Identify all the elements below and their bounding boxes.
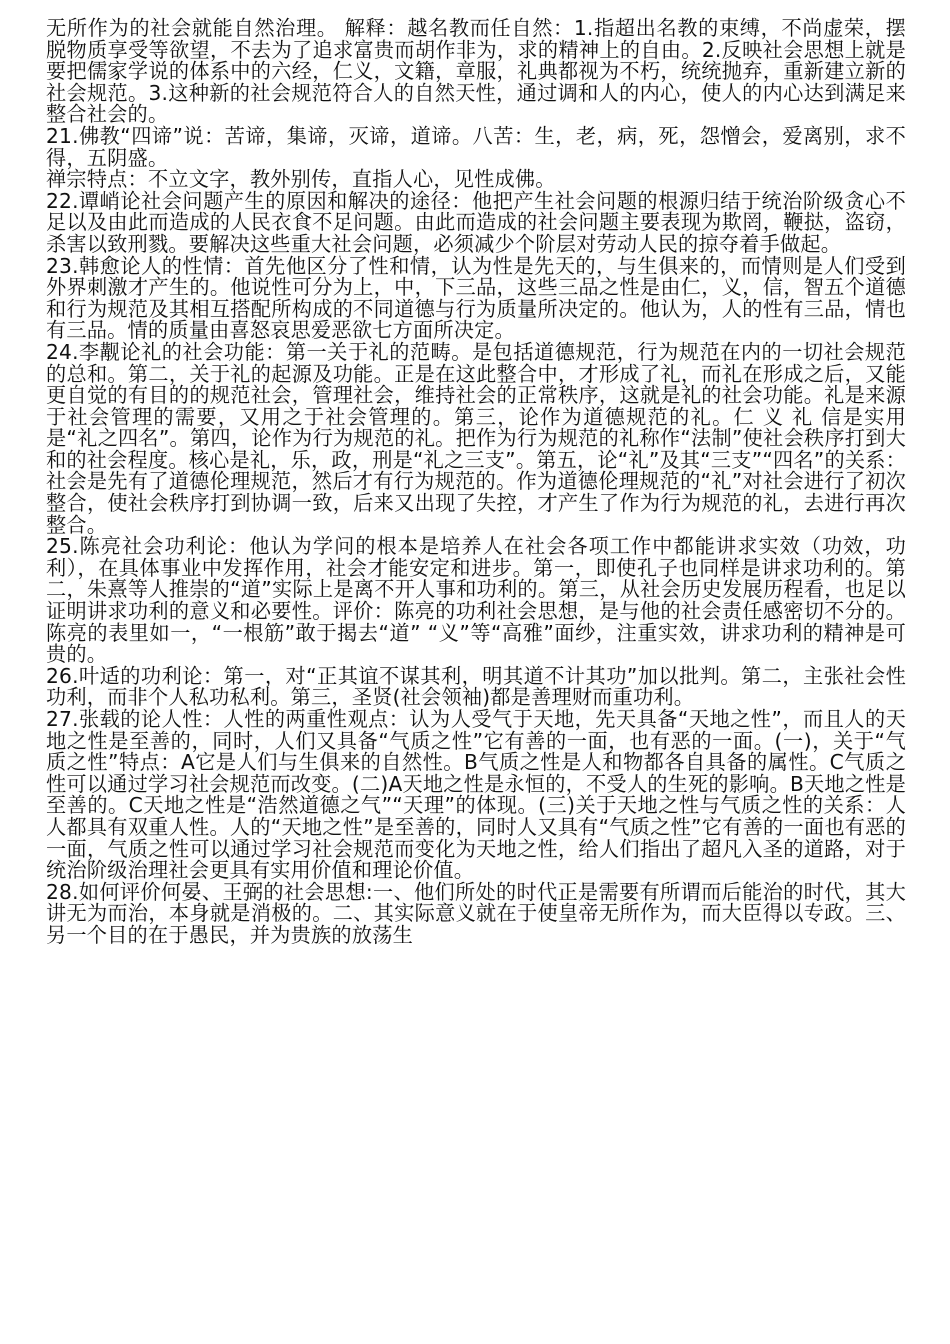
paragraph-24: 24.李觏论礼的社会功能：第一关于礼的范畴。是包括道德规范，行为规范在内的一切社会规范的总和。第二，关于礼的起源及功能。正是在这此整合中，才形成了礼，而礼在形成之后，又能更自觉的有目的的规范社会，管理社会，维持社会的正常秩序，这就是礼的社会功能。礼是来源于社会管理的需要，又用之于社会管理的。第三，论作为道德规范的礼。仁 义 礼 信是实用是“礼之四名”。第四，论作为行为规范的礼。把作为行为规范的礼称作“法制”使社会秩序打到大和的社会程度。核心是礼，乐，政，刑是“礼之三支”。第五，论“礼”及其“三支”“四名”的关系：社会是先有了道德伦理规范，然后才有行为规范的。作为道德伦理规范的“礼”对社会进行了初次整合，使社会秩序打到协调一致，后来又出现了失控，才产生了作为行为规范的礼，去进行再次整合。 — [46, 339, 906, 537]
paragraph-22: 22.谭峭论社会问题产生的原因和解决的途径：他把产生社会问题的根源归结于统治阶级贪心不足以及由此而造成的人民衣食不足问题。由此而造成的社会问题主要表现为欺罔，鞭挞，盗窃，杀害以致刑戮。要解决这些重大社会问题，必须减少个阶层对劳动人民的掠夺着手做起。 — [46, 188, 906, 256]
paragraph-21: 21.佛教“四谛”说：苦谛，集谛，灭谛，道谛。八苦：生，老，病，死，怨憎会，爱离别，求不得，五阴盛。 — [46, 123, 906, 170]
paragraph-26: 26.叶适的功利论：第一，对“正其谊不谋其利，明其道不计其功”加以批判。第二，主张社会性功利，而非个人私功私利。第三，圣贤(社会领袖)都是善理财而重功利。 — [46, 663, 906, 710]
paragraph-25: 25.陈亮社会功利论：他认为学问的根本是培养人在社会各项工作中都能讲求实效（功效，功利），在具体事业中发挥作用，社会才能安定和进步。第一，即使孔子也同样是讲求功利的。第二，朱熹等人推崇的“道”实际上是离不开人事和功利的。第三，从社会历史发展历程看，也足以证明讲求功利的意义和必要性。评价：陈亮的功利社会思想，是与他的社会责任感密切不分的。陈亮的表里如一，“一根筋”敢于揭去“道” “义”等“高雅”面纱，注重实效，讲求功利的精神是可贵的。 — [46, 534, 906, 667]
document-page — [46, 18, 906, 1328]
paragraph-intro: 无所作为的社会就能自然治理。 解释：越名教而任自然：1.指超出名教的束缚，不尚虚荣，摆脱物质享受等欲望，不去为了追求富贵而胡作非为，求的精神上的自由。2.反映社会思想上就是要把儒家学说的体系中的六经，仁义，文籍，章服，礼典都视为不朽，统统抛弃，重新建立新的社会规范。3.这种新的社会规范符合人的自然天性，通过调和人的内心，使人的内心达到满足来整合社会的。 — [46, 16, 906, 127]
paragraph-chan: 禅宗特点：不立文字，教外别传，直指人心，见性成佛。 — [46, 167, 556, 192]
paragraph-27: 27.张载的论人性：人性的两重性观点：认为人受气于天地，先天具备“天地之性”，而且人的天地之性是至善的，同时，人们又具备“气质之性”它有善的一面，也有恶的一面。(一)，关于“气质之性”特点：A它是人们与生俱来的自然性。B气质之性是人和物都各自具备的属性。C气质之性可以通过学习社会规范而改变。(二)A天地之性是永恒的，不受人的生死的影响。B天地之性是至善的。C天地之性是“浩然道德之气”“天理”的体现。(三)关于天地之性与气质之性的关系：人人都具有双重人性。人的“天地之性”是至善的，同时人又具有“气质之性”它有善的一面也有恶的一面，气质之性可以通过学习社会规范而变化为天地之性，给人们指出了超凡入圣的道路，对于统治阶级治理社会更具有实用价值和理论价值。 — [46, 707, 906, 883]
paragraph-28: 28.如何评价何晏、王弼的社会思想:一、他们所处的时代正是需要有所谓而后能治的时代，其大讲无为而治，本身就是消极的。二、其实际意义就在于使皇帝无所作为，而大臣得以专政。三、另一个目的在于愚民，并为贵族的放荡生 — [46, 879, 906, 947]
paragraph-23: 23.韩愈论人的性情：首先他区分了性和情，认为性是先天的，与生俱来的，而情则是人们受到外界刺激才产生的。他说性可分为上，中，下三品，这些三品之性是由仁，义，信，智五个道德和行为规范及其相互搭配所构成的不同道德与行为质量所决定的。他认为，人的性有三品，情也有三品。情的质量由喜怒哀思爱恶欲七方面所决定。 — [46, 253, 906, 343]
